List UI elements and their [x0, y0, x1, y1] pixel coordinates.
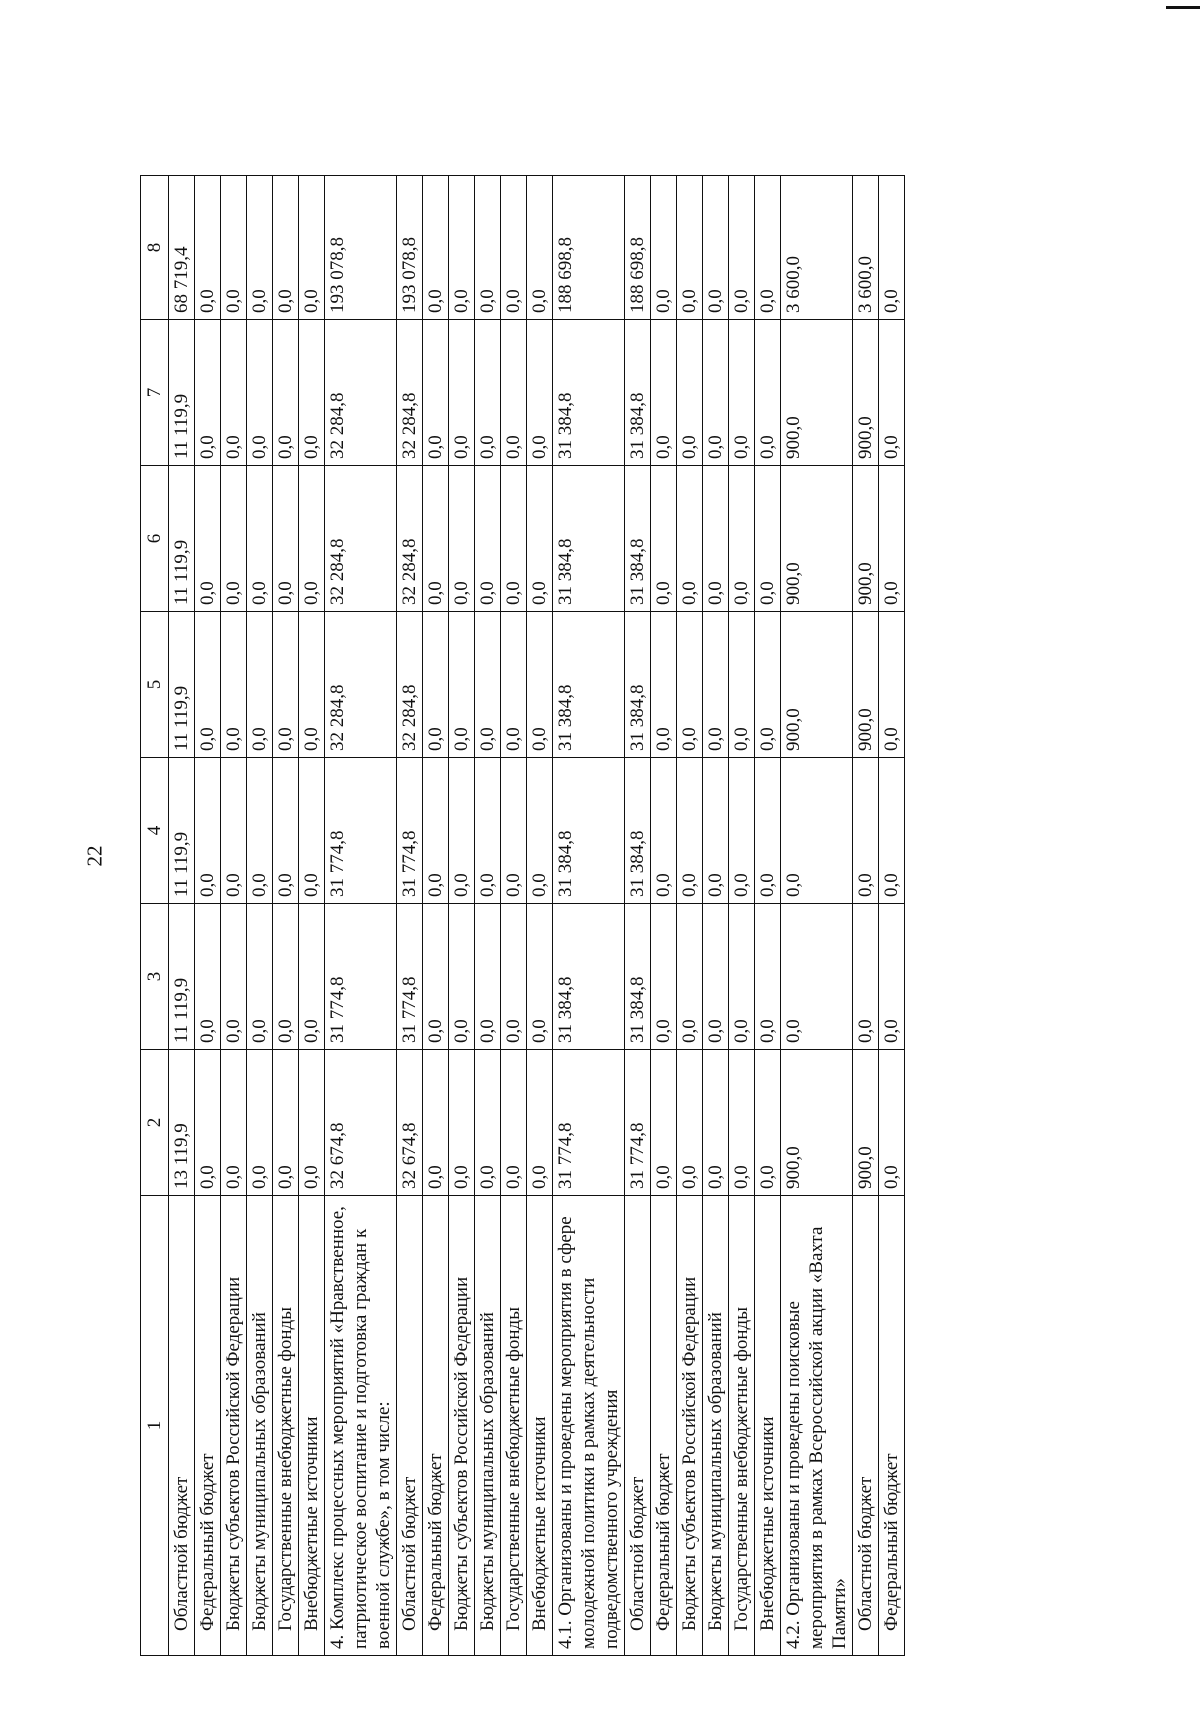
value-cell: 0,0: [755, 904, 781, 1050]
value-cell: 0,0: [273, 1050, 299, 1196]
value-cell: 31 384,8: [625, 904, 651, 1050]
value-cell: 0,0: [729, 320, 755, 466]
row-label: Федеральный бюджет: [423, 1196, 449, 1656]
row-label: 4. Комплекс процессных мероприятий «Нравственное, патриотическое воспитание и подготовка граждан к военной службе», в том числе:: [325, 1196, 397, 1656]
value-cell: 0,0: [247, 612, 273, 758]
value-cell: 0,0: [729, 904, 755, 1050]
value-cell: 0,0: [853, 758, 879, 904]
value-cell: 0,0: [501, 758, 527, 904]
value-cell: 0,0: [247, 1050, 273, 1196]
header-cell: 1: [141, 1196, 169, 1656]
value-cell: 900,0: [853, 1050, 879, 1196]
value-cell: 32 284,8: [325, 320, 397, 466]
row-label: Внебюджетные источники: [299, 1196, 325, 1656]
value-cell: 31 384,8: [625, 320, 651, 466]
value-cell: 0,0: [195, 320, 221, 466]
row-label: Федеральный бюджет: [879, 1196, 905, 1656]
value-cell: 0,0: [449, 176, 475, 320]
value-cell: 900,0: [781, 1050, 853, 1196]
table-row: [651, 176, 677, 1656]
value-cell: 0,0: [423, 612, 449, 758]
value-cell: 31 384,8: [625, 466, 651, 612]
row-label: 4.1. Организованы и проведены мероприятия в сфере молодежной политики в рамках деятельности подведомственного учреждения: [553, 1196, 625, 1656]
value-cell: 0,0: [703, 466, 729, 612]
value-cell: 0,0: [299, 612, 325, 758]
value-cell: 0,0: [703, 758, 729, 904]
value-cell: 0,0: [195, 176, 221, 320]
page-number: 22: [82, 845, 107, 867]
value-cell: 0,0: [703, 612, 729, 758]
row-label: Областной бюджет: [853, 1196, 879, 1656]
value-cell: 68 719,4: [169, 176, 195, 320]
value-cell: 32 284,8: [397, 320, 423, 466]
value-cell: 0,0: [221, 758, 247, 904]
value-cell: 0,0: [729, 758, 755, 904]
value-cell: 31 384,8: [553, 612, 625, 758]
value-cell: 0,0: [221, 904, 247, 1050]
value-cell: 0,0: [651, 320, 677, 466]
row-label: Областной бюджет: [169, 1196, 195, 1656]
value-cell: 0,0: [273, 612, 299, 758]
value-cell: 900,0: [781, 612, 853, 758]
value-cell: 0,0: [651, 758, 677, 904]
value-cell: 0,0: [475, 320, 501, 466]
table-row: [423, 176, 449, 1656]
value-cell: 0,0: [651, 612, 677, 758]
value-cell: 32 674,8: [325, 1050, 397, 1196]
value-cell: 0,0: [501, 320, 527, 466]
value-cell: 0,0: [449, 904, 475, 1050]
row-label: Областной бюджет: [397, 1196, 423, 1656]
value-cell: 0,0: [527, 320, 553, 466]
value-cell: 0,0: [677, 904, 703, 1050]
value-cell: 11 119,9: [169, 320, 195, 466]
value-cell: 0,0: [195, 612, 221, 758]
value-cell: 11 119,9: [169, 904, 195, 1050]
value-cell: 0,0: [195, 466, 221, 612]
value-cell: 13 119,9: [169, 1050, 195, 1196]
value-cell: 0,0: [195, 904, 221, 1050]
value-cell: 0,0: [677, 1050, 703, 1196]
value-cell: 0,0: [879, 320, 905, 466]
value-cell: 0,0: [273, 466, 299, 612]
value-cell: 0,0: [299, 1050, 325, 1196]
row-label: Государственные внебюджетные фонды: [273, 1196, 299, 1656]
value-cell: 32 284,8: [325, 612, 397, 758]
value-cell: 0,0: [449, 612, 475, 758]
value-cell: 0,0: [527, 758, 553, 904]
value-cell: 0,0: [501, 466, 527, 612]
value-cell: 0,0: [423, 320, 449, 466]
value-cell: 0,0: [247, 320, 273, 466]
value-cell: 0,0: [449, 320, 475, 466]
value-cell: 0,0: [299, 176, 325, 320]
value-cell: 0,0: [423, 904, 449, 1050]
value-cell: 0,0: [755, 1050, 781, 1196]
value-cell: 0,0: [423, 176, 449, 320]
table-row: [325, 176, 397, 1656]
value-cell: 31 384,8: [625, 612, 651, 758]
value-cell: 0,0: [677, 612, 703, 758]
value-cell: 0,0: [273, 320, 299, 466]
value-cell: 0,0: [475, 1050, 501, 1196]
value-cell: 0,0: [879, 176, 905, 320]
row-label: Федеральный бюджет: [651, 1196, 677, 1656]
value-cell: 0,0: [221, 176, 247, 320]
value-cell: 0,0: [475, 612, 501, 758]
row-label: Государственные внебюджетные фонды: [729, 1196, 755, 1656]
value-cell: 0,0: [879, 904, 905, 1050]
value-cell: 0,0: [781, 758, 853, 904]
row-label: Бюджеты муниципальных образований: [247, 1196, 273, 1656]
value-cell: 0,0: [677, 758, 703, 904]
row-label: Бюджеты муниципальных образований: [703, 1196, 729, 1656]
value-cell: 3 600,0: [781, 176, 853, 320]
value-cell: 0,0: [195, 758, 221, 904]
budget-table: [140, 175, 905, 1656]
table-wrapper: [140, 176, 1020, 1656]
value-cell: 0,0: [703, 320, 729, 466]
value-cell: 0,0: [527, 1050, 553, 1196]
table-row: [729, 176, 755, 1656]
value-cell: 0,0: [501, 904, 527, 1050]
table-row: [169, 176, 195, 1656]
value-cell: 0,0: [221, 466, 247, 612]
row-label: Бюджеты субъектов Российской Федерации: [449, 1196, 475, 1656]
value-cell: 0,0: [879, 1050, 905, 1196]
value-cell: 0,0: [755, 320, 781, 466]
table-row: [195, 176, 221, 1656]
row-label: Бюджеты субъектов Российской Федерации: [677, 1196, 703, 1656]
value-cell: 11 119,9: [169, 758, 195, 904]
scan-artifact-line: [1166, 6, 1200, 9]
value-cell: 0,0: [221, 612, 247, 758]
table-row: [625, 176, 651, 1656]
value-cell: 0,0: [677, 466, 703, 612]
value-cell: 0,0: [729, 612, 755, 758]
header-cell: 7: [141, 320, 169, 466]
value-cell: 31 774,8: [397, 758, 423, 904]
value-cell: 193 078,8: [325, 176, 397, 320]
value-cell: 900,0: [781, 320, 853, 466]
row-label: Федеральный бюджет: [195, 1196, 221, 1656]
value-cell: 0,0: [781, 904, 853, 1050]
value-cell: 0,0: [527, 904, 553, 1050]
table-row: [853, 176, 879, 1656]
table-row: [527, 176, 553, 1656]
value-cell: 31 384,8: [553, 320, 625, 466]
value-cell: 0,0: [423, 1050, 449, 1196]
table-row: [879, 176, 905, 1656]
value-cell: 11 119,9: [169, 612, 195, 758]
value-cell: 31 774,8: [625, 1050, 651, 1196]
value-cell: 0,0: [879, 612, 905, 758]
value-cell: 0,0: [729, 176, 755, 320]
row-label: Областной бюджет: [625, 1196, 651, 1656]
header-cell: 2: [141, 1050, 169, 1196]
value-cell: 32 674,8: [397, 1050, 423, 1196]
value-cell: 31 384,8: [625, 758, 651, 904]
value-cell: 0,0: [247, 904, 273, 1050]
row-label: Бюджеты муниципальных образований: [475, 1196, 501, 1656]
table-body: [169, 176, 905, 1656]
table-row: [781, 176, 853, 1656]
value-cell: 0,0: [651, 904, 677, 1050]
value-cell: 0,0: [449, 466, 475, 612]
value-cell: 0,0: [423, 466, 449, 612]
value-cell: 31 384,8: [553, 758, 625, 904]
row-label: Внебюджетные источники: [755, 1196, 781, 1656]
table-row: [299, 176, 325, 1656]
value-cell: 0,0: [879, 466, 905, 612]
value-cell: 0,0: [273, 904, 299, 1050]
value-cell: 0,0: [221, 1050, 247, 1196]
value-cell: 0,0: [475, 904, 501, 1050]
value-cell: 0,0: [247, 466, 273, 612]
value-cell: 32 284,8: [397, 612, 423, 758]
value-cell: 0,0: [703, 1050, 729, 1196]
value-cell: 0,0: [299, 758, 325, 904]
header-cell: 5: [141, 612, 169, 758]
value-cell: 0,0: [703, 904, 729, 1050]
value-cell: 0,0: [423, 758, 449, 904]
table-row: [221, 176, 247, 1656]
value-cell: 0,0: [527, 176, 553, 320]
header-cell: 6: [141, 466, 169, 612]
table-row: [501, 176, 527, 1656]
header-row: [141, 176, 169, 1656]
value-cell: 0,0: [527, 612, 553, 758]
value-cell: 900,0: [781, 466, 853, 612]
table-row: [449, 176, 475, 1656]
row-label: Бюджеты субъектов Российской Федерации: [221, 1196, 247, 1656]
row-label: 4.2. Организованы и проведены поисковые мероприятия в рамках Всероссийской акции «Вахта Памяти»: [781, 1196, 853, 1656]
value-cell: 0,0: [299, 904, 325, 1050]
value-cell: 0,0: [195, 1050, 221, 1196]
value-cell: 0,0: [651, 466, 677, 612]
value-cell: 32 284,8: [397, 466, 423, 612]
value-cell: 0,0: [501, 1050, 527, 1196]
value-cell: 0,0: [449, 758, 475, 904]
value-cell: 32 284,8: [325, 466, 397, 612]
value-cell: 0,0: [527, 466, 553, 612]
value-cell: 0,0: [475, 176, 501, 320]
value-cell: 0,0: [221, 320, 247, 466]
value-cell: 0,0: [273, 758, 299, 904]
table-row: [755, 176, 781, 1656]
table-row: [677, 176, 703, 1656]
value-cell: 193 078,8: [397, 176, 423, 320]
value-cell: 31 774,8: [325, 758, 397, 904]
value-cell: 0,0: [729, 1050, 755, 1196]
value-cell: 11 119,9: [169, 466, 195, 612]
table-rotation-frame: [140, 176, 1020, 1656]
value-cell: 900,0: [853, 612, 879, 758]
value-cell: 900,0: [853, 320, 879, 466]
table-row: [397, 176, 423, 1656]
value-cell: 0,0: [651, 1050, 677, 1196]
table-row: [273, 176, 299, 1656]
value-cell: 0,0: [299, 466, 325, 612]
value-cell: 0,0: [501, 176, 527, 320]
value-cell: 0,0: [677, 320, 703, 466]
value-cell: 0,0: [755, 466, 781, 612]
value-cell: 31 384,8: [553, 466, 625, 612]
value-cell: 0,0: [273, 176, 299, 320]
row-label: Внебюджетные источники: [527, 1196, 553, 1656]
value-cell: 0,0: [247, 176, 273, 320]
table-row: [703, 176, 729, 1656]
value-cell: 900,0: [853, 466, 879, 612]
table-row: [553, 176, 625, 1656]
value-cell: 0,0: [853, 904, 879, 1050]
value-cell: 0,0: [449, 1050, 475, 1196]
header-cell: 4: [141, 758, 169, 904]
value-cell: 31 774,8: [397, 904, 423, 1050]
value-cell: 31 774,8: [325, 904, 397, 1050]
value-cell: 0,0: [299, 320, 325, 466]
value-cell: 0,0: [651, 176, 677, 320]
value-cell: 3 600,0: [853, 176, 879, 320]
row-label: Государственные внебюджетные фонды: [501, 1196, 527, 1656]
value-cell: 0,0: [755, 612, 781, 758]
value-cell: 0,0: [879, 758, 905, 904]
value-cell: 31 774,8: [553, 1050, 625, 1196]
value-cell: 188 698,8: [625, 176, 651, 320]
value-cell: 188 698,8: [553, 176, 625, 320]
value-cell: 0,0: [729, 466, 755, 612]
value-cell: 0,0: [501, 612, 527, 758]
table-row: [475, 176, 501, 1656]
value-cell: 0,0: [677, 176, 703, 320]
header-cell: 3: [141, 904, 169, 1050]
value-cell: 31 384,8: [553, 904, 625, 1050]
value-cell: 0,0: [475, 758, 501, 904]
value-cell: 0,0: [247, 758, 273, 904]
table-row: [247, 176, 273, 1656]
value-cell: 0,0: [755, 176, 781, 320]
value-cell: 0,0: [703, 176, 729, 320]
value-cell: 0,0: [755, 758, 781, 904]
value-cell: 0,0: [475, 466, 501, 612]
header-cell: 8: [141, 176, 169, 320]
